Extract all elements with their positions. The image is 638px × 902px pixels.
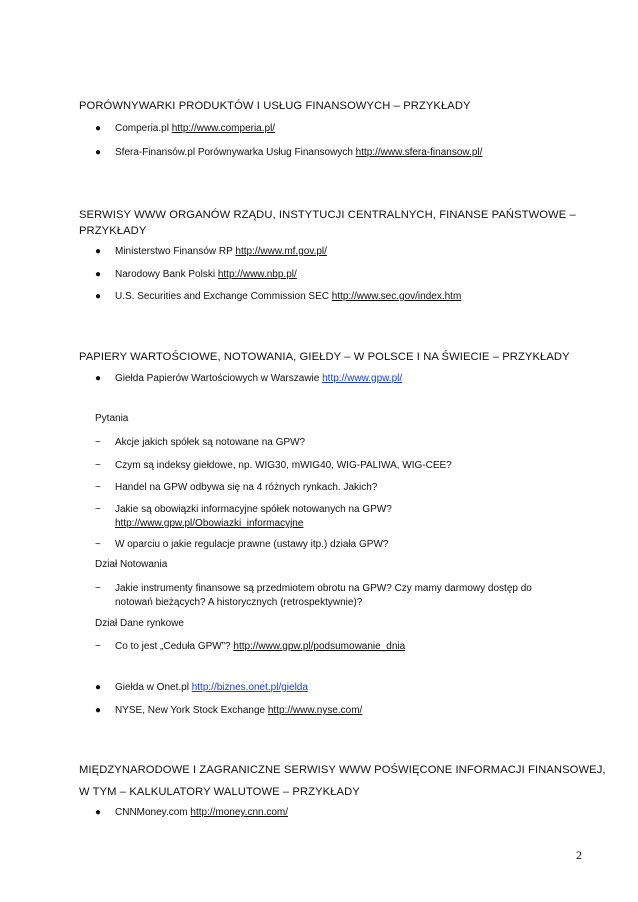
section-heading: SERWISY WWW ORGANÓW RZĄDU, INSTYTUCJI CENTRALNYCH, FINANSE PAŃSTWOWE – [79,209,576,221]
list-item: Giełda w Onet.pl http://biznes.onet.pl/gielda [115,682,308,693]
bullet-icon: ● [95,373,102,384]
tilde-icon: ~ [95,437,101,448]
link[interactable]: http://www.sfera-finansow.pl/ [355,147,483,158]
link[interactable]: http://www.comperia.pl/ [171,123,276,134]
bullet-icon: ● [95,705,102,716]
list-item: NYSE, New York Stock Exchange http://www.nyse.com/ [115,705,363,716]
question-item: Co to jest „Ceduła GPW”? http://www.gpw.pl/podsumowanie_dnia [115,641,406,652]
question-item: W oparciu o jakie regulacje prawne (ustawy itp.) działa GPW? [115,539,389,550]
section-heading: PORÓWNYWARKI PRODUKTÓW I USŁUG FINANSOWYCH – PRZYKŁADY [79,100,471,112]
bullet-icon: ● [95,123,102,134]
tilde-icon: ~ [95,504,101,515]
bullet-icon: ● [95,807,102,818]
link[interactable]: http://money.cnn.com/ [190,807,289,818]
tilde-icon: ~ [95,641,101,652]
question-item-cont: notowań bieżących? A historycznych (retrospektywnie)? [115,597,363,608]
link[interactable]: http://biznes.onet.pl/gielda [191,682,308,693]
tilde-icon: ~ [95,583,101,594]
link[interactable]: http://www.gpw.pl/podsumowanie_dnia [233,641,406,652]
link[interactable]: http://www.gpw.pl/ [322,373,403,384]
bullet-icon: ● [95,147,102,158]
section-heading: PAPIERY WARTOŚCIOWE, NOTOWANIA, GIEŁDY – W POLSCE I NA ŚWIECIE – PRZYKŁADY [79,351,570,363]
link[interactable]: http://www.gpw.pl/Obowiazki_informacyjne [115,518,304,529]
bullet-icon: ● [95,291,102,302]
list-item: CNNMoney.com http://money.cnn.com/ [115,807,289,818]
link[interactable]: http://www.nyse.com/ [267,705,363,716]
pytania-label: Pytania [95,413,129,424]
bullet-icon: ● [95,682,102,693]
list-item: Ministerstwo Finansów RP http://www.mf.gov.pl/ [115,246,327,257]
list-item: Narodowy Bank Polski http://www.nbp.pl/ [115,269,297,280]
link[interactable]: http://www.sec.gov/index.htm [331,291,462,302]
dzial-notowania-label: Dział Notowania [95,559,168,570]
section-heading-cont: PRZYKŁADY [79,225,147,237]
link[interactable]: http://www.mf.gov.pl/ [235,246,327,257]
question-item: Akcje jakich spółek są notowane na GPW? [115,437,306,448]
question-item: Handel na GPW odbywa się na 4 różnych rynkach. Jakich? [115,482,378,493]
bullet-icon: ● [95,269,102,280]
section-heading-cont: W TYM – KALKULATORY WALUTOWE – PRZYKŁADY [79,786,360,798]
list-item: Giełda Papierów Wartościowych w Warszawie http://www.gpw.pl/ [115,373,403,384]
question-link-wrap [115,517,303,531]
question-item: Jakie są obowiązki informacyjne spółek notowanych na GPW? [115,504,392,515]
section-heading: MIĘDZYNARODOWE I ZAGRANICZNE SERWISY WWW POŚWIĘCONE INFORMACJI FINANSOWEJ, [79,764,606,776]
bullet-icon: ● [95,246,102,257]
list-item: Comperia.pl http://www.comperia.pl/ [115,123,276,134]
question-item: Czym są indeksy giełdowe, np. WIG30, mWIG40, WIG-PALIWA, WIG-CEE? [115,460,452,471]
question-item: Jakie instrumenty finansowe są przedmiotem obrotu na GPW? Czy mamy darmowy dostęp do [115,583,532,594]
tilde-icon: ~ [95,460,101,471]
list-item: U.S. Securities and Exchange Commission SEC http://www.sec.gov/index.htm [115,291,462,302]
page-number: 2 [576,848,582,862]
dzial-dane-label: Dział Dane rynkowe [95,618,184,629]
tilde-icon: ~ [95,482,101,493]
link[interactable]: http://www.nbp.pl/ [217,269,297,280]
list-item: Sfera-Finansów.pl Porównywarka Usług Finansowych http://www.sfera-finansow.pl/ [115,147,483,158]
tilde-icon: ~ [95,539,101,550]
